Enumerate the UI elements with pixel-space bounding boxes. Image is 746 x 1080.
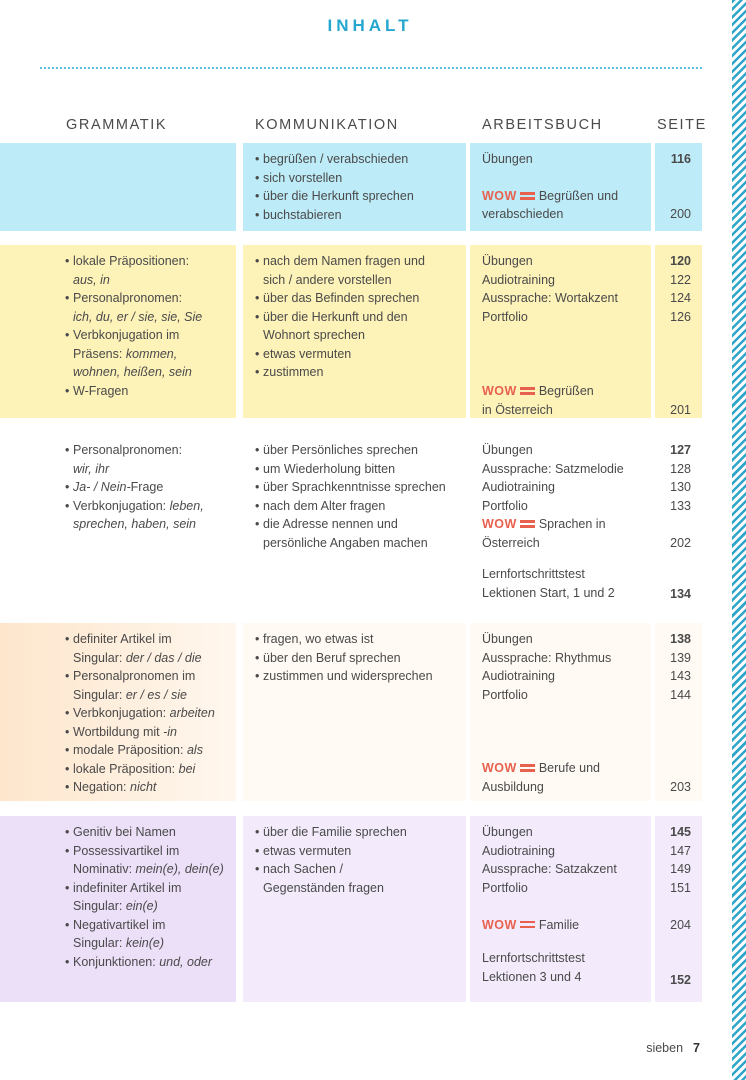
page-number: 203: [670, 780, 691, 794]
example: aus, in: [73, 272, 110, 287]
ab-entry: Aussprache: Satzmelodie: [482, 461, 624, 476]
grammatik-list: [65, 252, 240, 400]
header-seite: SEITE: [657, 117, 707, 133]
kommunikation-list: [255, 150, 467, 224]
page-number: 149: [670, 862, 691, 876]
list-item: • begrüßen / verabschieden: [255, 150, 467, 169]
list-item: • zustimmen und widersprechen: [255, 667, 467, 686]
seite-list: [652, 630, 691, 800]
page-title: INHALT: [327, 16, 413, 35]
ab-entry: Übungen: [482, 825, 533, 839]
ab-entry: Audiotraining: [482, 843, 555, 858]
list-item-cont: Singular: kein(e): [73, 936, 165, 950]
wow-text: Österreich: [482, 535, 540, 550]
list-item: • indefiniter Artikel im: [65, 879, 240, 898]
list-item: • Negation: nicht: [65, 778, 240, 797]
page-number: 134: [670, 586, 691, 601]
wow-logo: WOW: [482, 761, 517, 775]
list-item: • Genitiv bei Namen: [65, 823, 240, 842]
grammatik-list: [65, 441, 240, 534]
page-number: 145: [670, 825, 691, 839]
ab-entry: Audiotraining: [482, 272, 555, 287]
list-item: • die Adresse nennen und: [255, 515, 467, 534]
page-number: 139: [670, 650, 691, 665]
grammatik-list: [65, 823, 240, 971]
list-item: • nach dem Namen fragen und: [255, 252, 467, 271]
list-item: • modale Präposition: als: [65, 741, 240, 760]
list-item: • über den Beruf sprechen: [255, 649, 467, 668]
wow-text: Ausbildung: [482, 780, 544, 794]
wow-logo: WOW: [482, 384, 517, 398]
kommunikation-list: [255, 630, 467, 686]
page-number: 151: [670, 880, 691, 895]
list-item: • fragen, wo etwas ist: [255, 630, 467, 649]
wow-logo: WOW: [482, 517, 517, 531]
list-item: • über die Herkunft und den: [255, 308, 467, 327]
decorative-stripe: [732, 0, 746, 1080]
test-entry: Lernfortschrittstest: [482, 951, 585, 965]
section-bg: [0, 143, 236, 231]
list-item: • zustimmen: [255, 363, 467, 382]
list-item: • Negativartikel im: [65, 916, 240, 935]
section-5: [0, 816, 702, 1002]
seite-list: [652, 150, 691, 230]
page-number: 200: [670, 207, 691, 221]
page-number: 130: [670, 480, 691, 494]
list-item: • über die Herkunft sprechen: [255, 187, 467, 206]
ab-entry: Übungen: [482, 443, 533, 457]
equals-icon: [520, 386, 535, 395]
page-number: 126: [670, 309, 691, 324]
example: ich, du, er / sie, sie, Sie: [73, 309, 203, 324]
list-item: • Verbkonjugation im: [65, 326, 240, 345]
section-4: [0, 623, 702, 801]
test-entry: Lektionen 3 und 4: [482, 969, 582, 984]
list-item: • Possessivartikel im: [65, 842, 240, 861]
list-item: • über das Befinden sprechen: [255, 289, 467, 308]
equals-icon: [520, 191, 535, 200]
section-1: [0, 143, 702, 231]
seite-list: [652, 441, 691, 606]
list-item-cont: persönliche Angaben machen: [263, 535, 428, 550]
wow-text: in Österreich: [482, 403, 553, 417]
equals-icon: [520, 519, 535, 528]
kommunikation-list: [255, 252, 467, 382]
list-item: • sich vorstellen: [255, 169, 467, 188]
list-item-cont: sich / andere vorstellen: [263, 272, 392, 287]
list-item-cont: Gegenständen fragen: [263, 880, 384, 895]
section-2: [0, 245, 702, 418]
list-item-cont: Singular: er / es / sie: [73, 687, 187, 702]
ab-entry: Aussprache: Wortakzent: [482, 291, 618, 305]
list-item: • etwas vermuten: [255, 842, 467, 861]
ab-entry: Audiotraining: [482, 480, 555, 494]
kommunikation-list: [255, 441, 467, 552]
page-number: 201: [670, 403, 691, 417]
page-number: 147: [670, 843, 691, 858]
list-item: • über Sprachkenntnisse sprechen: [255, 478, 467, 497]
page-number-footer: 7: [693, 1041, 700, 1055]
equals-icon: [520, 920, 535, 929]
list-item: • Verbkonjugation: arbeiten: [65, 704, 240, 723]
list-item: • nach dem Alter fragen: [255, 497, 467, 516]
kommunikation-list: [255, 823, 467, 897]
page-number: 127: [670, 443, 691, 457]
page-number: 133: [670, 498, 691, 513]
page-number: 138: [670, 632, 691, 646]
test-entry: Lernfortschrittstest: [482, 567, 585, 581]
ab-entry: Audiotraining: [482, 669, 555, 683]
ab-entry: Aussprache: Rhythmus: [482, 650, 612, 665]
seite-list: [652, 823, 691, 1001]
ab-entry: Übungen: [482, 254, 533, 268]
example: sprechen, haben, sein: [73, 517, 197, 531]
wow-entry: WOW Familie: [482, 917, 580, 932]
list-item: • W-Fragen: [65, 382, 240, 401]
page-number: 202: [670, 535, 691, 550]
test-entry: Lektionen Start, 1 und 2: [482, 585, 615, 600]
wow-entry: WOW Begrüßen: [482, 384, 594, 398]
page-number: 116: [670, 152, 691, 166]
list-item-cont: Nominativ: mein(e), dein(e): [73, 862, 224, 876]
seite-list: [652, 252, 691, 418]
example: wohnen, heißen, sein: [73, 365, 192, 379]
page-number: 204: [670, 917, 691, 932]
equals-icon: [520, 763, 535, 772]
page-number: 124: [670, 291, 691, 305]
list-item: • Konjunktionen: und, oder: [65, 953, 240, 972]
wow-logo: WOW: [482, 189, 517, 203]
page-word: sieben: [646, 1041, 684, 1055]
page-footer: [646, 1041, 700, 1055]
list-item-cont: Wohnort sprechen: [263, 328, 365, 342]
page-number: 144: [670, 687, 691, 702]
ab-entry: Portfolio: [482, 880, 528, 895]
page-number: 122: [670, 272, 691, 287]
header-grammatik: GRAMMATIK: [66, 117, 168, 133]
list-item: • lokale Präpositionen:: [65, 252, 240, 271]
dotted-divider: [40, 67, 702, 69]
ab-entry: Portfolio: [482, 309, 528, 324]
wow-entry: WOW Berufe und: [482, 761, 600, 775]
list-item: • Ja- / Nein-Frage: [65, 478, 240, 497]
wow-entry: WOW Sprachen in: [482, 517, 606, 531]
list-item-cont: Singular: der / das / die: [73, 650, 202, 665]
header-arbeitsbuch: ARBEITSBUCH: [482, 117, 603, 133]
page-number: 120: [670, 254, 691, 268]
list-item-cont: Singular: ein(e): [73, 899, 158, 913]
ab-entry: Aussprache: Satzakzent: [482, 862, 617, 876]
page-number: 152: [670, 973, 691, 987]
section-3: [0, 434, 702, 610]
list-item: • Personalpronomen im: [65, 667, 240, 686]
ab-uebungen: Übungen: [482, 152, 533, 166]
list-item: • etwas vermuten: [255, 345, 467, 364]
ab-entry: Portfolio: [482, 687, 528, 702]
list-item: • über die Familie sprechen: [255, 823, 467, 842]
list-item: • buchstabieren: [255, 206, 467, 225]
wow-logo: WOW: [482, 917, 517, 932]
header-kommunikation: KOMMUNIKATION: [255, 117, 399, 133]
list-item: • um Wiederholung bitten: [255, 460, 467, 479]
grammatik-list: [65, 630, 240, 797]
list-item: • nach Sachen /: [255, 860, 467, 879]
wow-text: verabschieden: [482, 207, 564, 221]
list-item-cont: Präsens: kommen,: [73, 346, 178, 361]
page-number: 128: [670, 461, 691, 476]
list-item: • Wortbildung mit -in: [65, 723, 240, 742]
list-item: • Personalpronomen:: [65, 441, 240, 460]
wow-entry: WOW Begrüßen und: [482, 189, 619, 203]
ab-entry: Portfolio: [482, 498, 528, 513]
ab-entry: Übungen: [482, 632, 533, 646]
list-item: • Personalpronomen:: [65, 289, 240, 308]
page-number: 143: [670, 669, 691, 683]
list-item: • lokale Präposition: bei: [65, 760, 240, 779]
list-item: • über Persönliches sprechen: [255, 441, 467, 460]
example: wir, ihr: [73, 461, 110, 476]
list-item: • Verbkonjugation: leben,: [65, 497, 240, 516]
list-item: • definiter Artikel im: [65, 630, 240, 649]
